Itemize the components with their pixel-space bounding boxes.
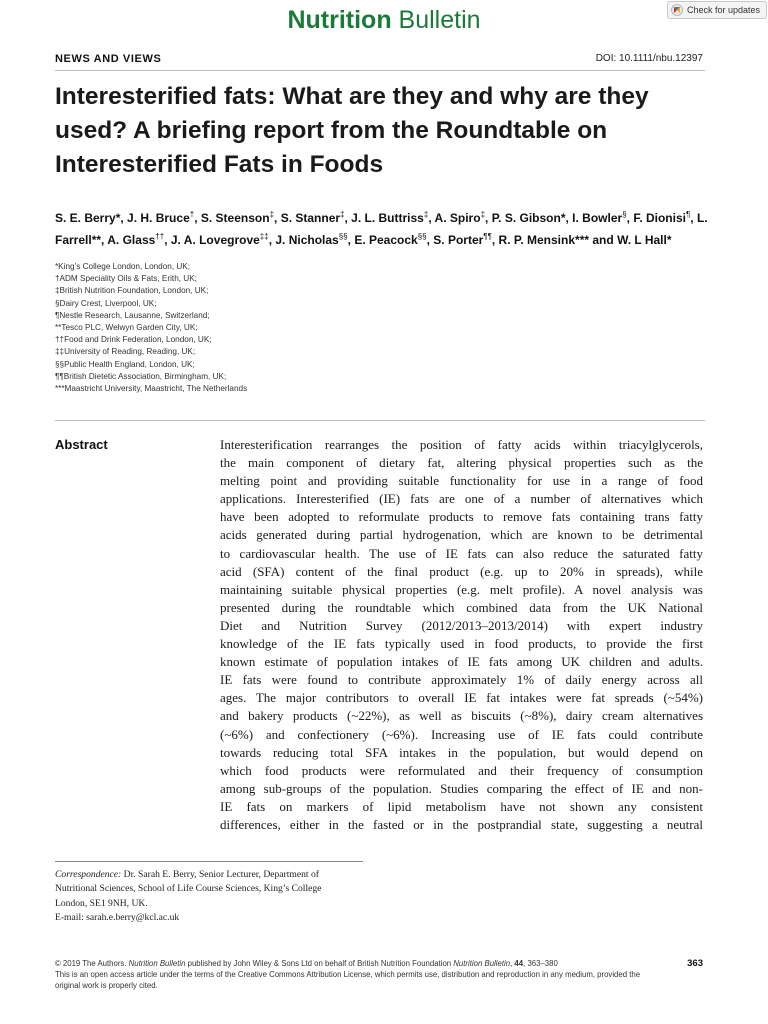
author-mark: ‡	[480, 210, 486, 219]
author-name: L. Farrell	[55, 211, 708, 247]
license-line-2: original work is properly cited.	[55, 981, 158, 991]
abstract-line: the main component of dietary fat, altering physical properties such as the	[220, 455, 703, 471]
author-mark: ¶	[685, 210, 691, 219]
author-name: S. E. Berry	[55, 211, 116, 225]
author-mark: ¶¶	[483, 231, 492, 241]
abstract-line: known estimate of population intakes of IE fats among UK children and adults.	[220, 654, 703, 670]
abstract-line: which food products were reformulated and their frequency of consumption	[220, 762, 703, 778]
abstract-line: maintaining suitable physical properties (e.g. melt profile). A novel analysis was	[220, 581, 703, 597]
correspondence-divider	[55, 861, 363, 862]
author-name: R. P. Mensink	[498, 232, 576, 247]
author-name: I. Bowler	[572, 211, 623, 225]
affiliation-item: ‡British Nutrition Foundation, London, UK;	[55, 286, 209, 296]
affiliation-item: †ADM Speciality Oils & Fats, Erith, UK;	[55, 274, 197, 284]
author-mark: ‡‡	[259, 231, 269, 241]
author-mark: §	[622, 210, 627, 219]
author-mark: *	[666, 232, 672, 247]
author-mark: ‡	[340, 210, 345, 219]
affiliation-item: ¶¶British Dietetic Association, Birmingham, UK;	[55, 371, 227, 381]
abstract-body	[220, 436, 703, 834]
author-name: E. Peacock	[354, 232, 418, 247]
abstract-line: Diet and Nutrition Survey (2012/2013–2013/2014) with expert industry	[220, 617, 703, 633]
abstract-line: (~6%) and confectionery (~6%). Increasing use of IE fats could contribute	[220, 726, 703, 742]
author-name: J. A. Lovegrove	[170, 232, 260, 247]
author-name: F. Dionisi	[633, 211, 686, 225]
author-list: S. E. Berry*, J. H. Bruce†, S. Steenson‡, S. Stanner‡, J. L. Buttriss‡, A. Spiro‡, P. S. Gibson*, I. Bowler§, F. Dionisi¶, L. Farrell**, A. Glass††, J. A. Lovegrove‡‡, J. Nicholas§§, E. Peacock§§, S. Porter¶¶, R. P. Mensink*** and W. L Hall*	[55, 210, 708, 247]
correspondence-email[interactable]: E-mail: sarah.e.berry@kcl.ac.uk	[55, 911, 180, 923]
correspondence-line2: Nutritional Sciences, School of Life Course Sciences, King’s College	[55, 883, 322, 895]
section-divider	[55, 420, 705, 421]
abstract-line: to cardiovascular health. The use of IE fats can also reduce the saturated fatty	[220, 545, 703, 561]
affiliation-item: §§Public Health England, London, UK;	[55, 359, 195, 369]
abstract-line: melting point and providing suitable functionality for use in a range of food	[220, 473, 703, 489]
abstract-heading: Abstract	[55, 437, 108, 452]
author-name: A. Glass	[107, 232, 156, 247]
abstract-line: IE fats were found to contribute approximately 1% of daily energy across all	[220, 672, 703, 688]
abstract-line: Interesterification rearranges the position of fatty acids within triacylglycerols,	[220, 437, 703, 452]
abstract-line: knowledge of the IE fats typically used in food products, to provide the first	[220, 636, 703, 652]
license-line: This is an open access article under the terms of the Creative Commons Attribution License, which permits use, distribution and reproduction in any medium, provided the	[55, 970, 641, 980]
article-title: Interesterified fats: What are they and why are they used? A briefing report from the Roundtable on Interesterified Fats in Foods	[55, 83, 649, 178]
affiliation-item: ***Maastricht University, Maastricht, The Netherlands	[55, 384, 248, 394]
abstract-line: IE fats on markers of lipid metabolism have not shown any consistent	[220, 798, 703, 814]
section-label: NEWS AND VIEWS	[55, 53, 162, 65]
correspondence-label: Correspondence:	[55, 869, 122, 880]
abstract-line: applications. Interesterified (IE) fats are one of a number of alternatives which	[220, 491, 703, 507]
affiliation-item: §Dairy Crest, Liverpool, UK;	[55, 298, 157, 308]
author-mark: †	[189, 210, 195, 219]
page-number: 363	[687, 958, 703, 969]
journal-title-part2: Bulletin	[391, 6, 481, 34]
affiliation-item: ‡‡University of Reading, Reading, UK;	[55, 347, 196, 357]
author-name: S. Steenson	[200, 211, 270, 225]
author-mark: *	[115, 211, 121, 225]
affiliation-list	[55, 261, 475, 395]
author-mark: ***	[575, 232, 590, 247]
check-for-updates-label: Check for updates	[687, 5, 761, 15]
author-mark: §§	[338, 231, 348, 241]
correspondence	[55, 868, 375, 925]
abstract-line: and bakery products (~22%), as well as biscuits (~8%), dairy cream alternatives	[220, 708, 703, 724]
abstract-line: differences, either in the fasted or in the postprandial state, suggesting a neutral	[220, 816, 703, 832]
abstract-line: presented during the roundtable which combined data from the UK National	[220, 599, 703, 615]
author-mark: *	[560, 211, 566, 225]
abstract-line: acids generated during partial hydrogenation, which are known to be detrimental	[220, 527, 703, 543]
author-mark: §§	[417, 231, 427, 241]
copyright-footer	[55, 958, 705, 992]
author-name: J. Nicholas	[275, 232, 339, 247]
affiliation-item: **Tesco PLC, Welwyn Garden City, UK;	[55, 323, 198, 333]
check-for-updates-button[interactable]	[667, 1, 767, 19]
affiliation-item: *King’s College London, London, UK;	[55, 262, 191, 271]
crossmark-icon	[671, 4, 683, 16]
affiliation-item: ¶Nestle Research, Lausanne, Switzerland;	[55, 310, 210, 320]
doi[interactable]: DOI: 10.1111/nbu.12397	[595, 53, 703, 64]
author-mark: ††	[155, 231, 165, 241]
author-name: S. Porter	[433, 232, 484, 247]
author-name: J. L. Buttriss	[351, 211, 424, 225]
abstract-line: ages. The major contributors to overall IE fat intakes were fat spreads (~54%)	[220, 690, 703, 706]
author-mark: ‡	[423, 210, 429, 219]
abstract-line: have been adopted to reformulate products to remove fats containing trans fatty	[220, 509, 703, 525]
author-name: W. L Hall	[617, 232, 667, 247]
author-name: J. H. Bruce	[127, 211, 190, 225]
correspondence-line1: Dr. Sarah E. Berry, Senior Lecturer, Department of	[121, 869, 319, 880]
abstract-line: towards reducing total SFA intakes in the population, but would depend on	[220, 744, 703, 760]
affiliation-item: ††Food and Drink Federation, London, UK;	[55, 335, 212, 345]
journal-title-part1: Nutrition	[287, 6, 392, 34]
abstract-line: acid (SFA) content of the final product (e.g. up to 20% in spreads), while	[220, 563, 703, 579]
correspondence-line3: London, SE1 9NH, UK.	[55, 897, 148, 909]
abstract-line: among sub-groups of the population. Studies comparing the effect of IE and non-	[220, 780, 703, 796]
author-mark: ‡	[269, 210, 275, 219]
journal-title	[0, 6, 768, 35]
copyright-line: © 2019 The Authors. Nutrition Bulletin published by John Wiley & Sons Ltd on behalf of British Nutrition Foundation Nutrition Bulletin, 44, 363–380	[55, 959, 558, 968]
author-name: S. Stanner	[280, 211, 341, 225]
header-divider	[55, 70, 705, 71]
author-name: P. S. Gibson	[491, 211, 561, 225]
author-name: A. Spiro	[434, 211, 481, 225]
author-mark: **	[91, 232, 102, 247]
